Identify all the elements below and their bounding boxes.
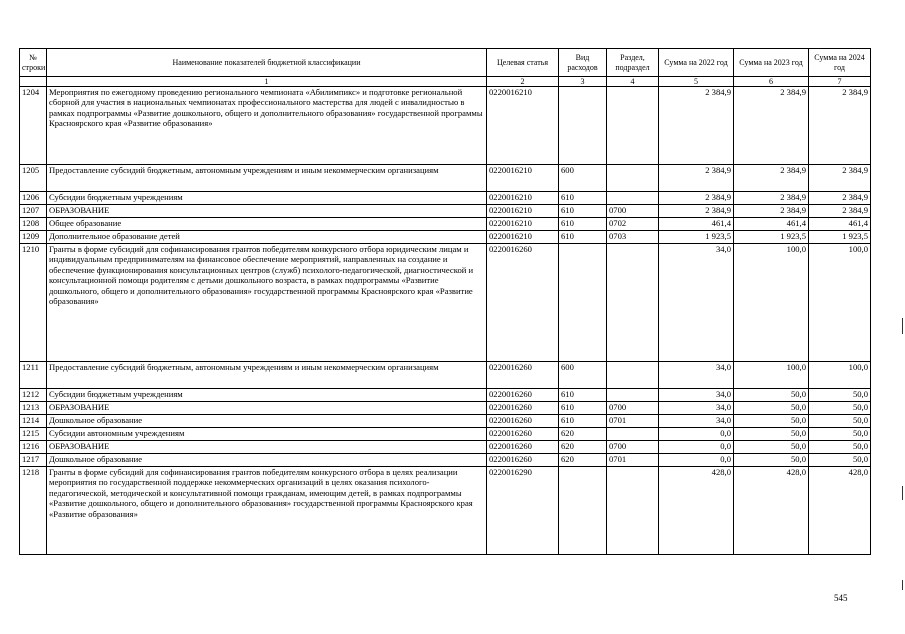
table-row	[20, 231, 871, 244]
sum-2024-cell: 50,0	[809, 441, 871, 454]
row-number-cell: 1215	[20, 428, 47, 441]
row-number-cell: 1213	[20, 402, 47, 415]
row-number-cell: 1216	[20, 441, 47, 454]
expense-type-cell: 610	[559, 192, 607, 205]
section-cell	[607, 87, 659, 165]
section-cell: 0703	[607, 231, 659, 244]
sum-2022-cell: 2 384,9	[659, 87, 734, 165]
sum-2022-cell: 34,0	[659, 402, 734, 415]
target-article-cell: 0220016260	[487, 244, 559, 362]
column-number-row	[20, 77, 871, 87]
indicator-name-cell: Дополнительное образование детей	[47, 231, 487, 244]
sum-2024-cell: 1 923,5	[809, 231, 871, 244]
header-target-article: Целевая статья	[487, 49, 559, 77]
section-cell: 0700	[607, 205, 659, 218]
table-row	[20, 402, 871, 415]
indicator-name-cell: Предоставление субсидий бюджетным, автономным учреждениям и иным некоммерческим организациям	[47, 165, 487, 192]
sum-2024-cell: 100,0	[809, 362, 871, 389]
column-number: 2	[487, 77, 559, 87]
column-number: 7	[809, 77, 871, 87]
section-cell	[607, 467, 659, 555]
sum-2023-cell: 2 384,9	[734, 192, 809, 205]
expense-type-cell	[559, 467, 607, 555]
header-sum-2022: Сумма на 2022 год	[659, 49, 734, 77]
budget-table	[19, 48, 871, 555]
section-cell	[607, 244, 659, 362]
target-article-cell: 0220016210	[487, 165, 559, 192]
sum-2024-cell: 428,0	[809, 467, 871, 555]
sum-2024-cell: 100,0	[809, 244, 871, 362]
sum-2023-cell: 50,0	[734, 428, 809, 441]
indicator-name-cell: Предоставление субсидий бюджетным, автономным учреждениям и иным некоммерческим организациям	[47, 362, 487, 389]
expense-type-cell: 610	[559, 231, 607, 244]
column-number: 3	[559, 77, 607, 87]
table-body	[20, 87, 871, 555]
table-row	[20, 362, 871, 389]
table-row	[20, 192, 871, 205]
table-row	[20, 205, 871, 218]
sum-2024-cell: 50,0	[809, 415, 871, 428]
sum-2024-cell: 2 384,9	[809, 87, 871, 165]
row-number-cell: 1205	[20, 165, 47, 192]
indicator-name-cell: Субсидии бюджетным учреждениям	[47, 389, 487, 402]
target-article-cell: 0220016210	[487, 205, 559, 218]
indicator-name-cell: ОБРАЗОВАНИЕ	[47, 205, 487, 218]
section-cell: 0700	[607, 402, 659, 415]
table-row	[20, 428, 871, 441]
column-number: 4	[607, 77, 659, 87]
sum-2022-cell: 0,0	[659, 441, 734, 454]
row-number-cell: 1218	[20, 467, 47, 555]
header-expense-type: Вид расходов	[559, 49, 607, 77]
column-number	[20, 77, 47, 87]
sum-2022-cell: 2 384,9	[659, 205, 734, 218]
sum-2023-cell: 1 923,5	[734, 231, 809, 244]
expense-type-cell: 600	[559, 165, 607, 192]
expense-type-cell: 600	[559, 362, 607, 389]
table-row	[20, 165, 871, 192]
row-number-cell: 1217	[20, 454, 47, 467]
indicator-name-cell: ОБРАЗОВАНИЕ	[47, 402, 487, 415]
table-row	[20, 389, 871, 402]
column-number: 6	[734, 77, 809, 87]
indicator-name-cell: Субсидии автономным учреждениям	[47, 428, 487, 441]
header-row-number: № строки	[20, 49, 47, 77]
expense-type-cell: 610	[559, 389, 607, 402]
page-number: 545	[834, 593, 848, 603]
table-row	[20, 441, 871, 454]
sum-2024-cell: 461,4	[809, 218, 871, 231]
sum-2023-cell: 50,0	[734, 389, 809, 402]
row-number-cell: 1207	[20, 205, 47, 218]
indicator-name-cell: Гранты в форме субсидий для софинансирования грантов победителям конкурсного отбора юридическим лицам и индивидуальным предпринимателям на финансовое обеспечение мероприятий, направленных на создание и обеспечение функционирования консультационных центров (служб) психолого-педагогической, диагностической и консультационной помощи родителям с детьми дошкольного возраста, в рамках подпрограммы «Развитие дошкольного, общего и дополнительного образования» государственной программы Красноярского края «Развитие образования»	[47, 244, 487, 362]
sum-2023-cell: 50,0	[734, 454, 809, 467]
sum-2022-cell: 34,0	[659, 244, 734, 362]
row-number-cell: 1211	[20, 362, 47, 389]
header-section: Раздел, подраздел	[607, 49, 659, 77]
sum-2024-cell: 2 384,9	[809, 205, 871, 218]
header-indicator-name: Наименование показателей бюджетной классификации	[47, 49, 487, 77]
table-row	[20, 467, 871, 555]
target-article-cell: 0220016260	[487, 402, 559, 415]
indicator-name-cell: ОБРАЗОВАНИЕ	[47, 441, 487, 454]
expense-type-cell: 620	[559, 454, 607, 467]
sum-2022-cell: 34,0	[659, 389, 734, 402]
row-number-cell: 1206	[20, 192, 47, 205]
target-article-cell: 0220016260	[487, 441, 559, 454]
section-cell	[607, 192, 659, 205]
indicator-name-cell: Общее образование	[47, 218, 487, 231]
row-number-cell: 1210	[20, 244, 47, 362]
table-row	[20, 218, 871, 231]
sum-2024-cell: 2 384,9	[809, 165, 871, 192]
section-cell: 0701	[607, 454, 659, 467]
expense-type-cell: 610	[559, 205, 607, 218]
scan-edge-mark	[902, 486, 903, 500]
row-number-cell: 1208	[20, 218, 47, 231]
target-article-cell: 0220016260	[487, 362, 559, 389]
section-cell: 0702	[607, 218, 659, 231]
table-row	[20, 415, 871, 428]
target-article-cell: 0220016210	[487, 231, 559, 244]
sum-2023-cell: 50,0	[734, 441, 809, 454]
section-cell	[607, 165, 659, 192]
sum-2022-cell: 2 384,9	[659, 192, 734, 205]
table-row	[20, 87, 871, 165]
sum-2024-cell: 50,0	[809, 389, 871, 402]
sum-2024-cell: 50,0	[809, 454, 871, 467]
sum-2022-cell: 1 923,5	[659, 231, 734, 244]
sum-2024-cell: 2 384,9	[809, 192, 871, 205]
target-article-cell: 0220016210	[487, 218, 559, 231]
target-article-cell: 0220016210	[487, 192, 559, 205]
section-cell: 0700	[607, 441, 659, 454]
expense-type-cell: 610	[559, 218, 607, 231]
sum-2022-cell: 34,0	[659, 415, 734, 428]
sum-2022-cell: 0,0	[659, 454, 734, 467]
sum-2023-cell: 100,0	[734, 362, 809, 389]
scan-edge-mark	[902, 580, 903, 590]
indicator-name-cell: Дошкольное образование	[47, 415, 487, 428]
expense-type-cell: 610	[559, 415, 607, 428]
sum-2024-cell: 50,0	[809, 428, 871, 441]
header-sum-2023: Сумма на 2023 год	[734, 49, 809, 77]
column-number: 5	[659, 77, 734, 87]
sum-2023-cell: 461,4	[734, 218, 809, 231]
section-cell	[607, 428, 659, 441]
indicator-name-cell: Дошкольное образование	[47, 454, 487, 467]
header-sum-2024: Сумма на 2024 год	[809, 49, 871, 77]
expense-type-cell	[559, 244, 607, 362]
sum-2023-cell: 50,0	[734, 402, 809, 415]
sum-2023-cell: 50,0	[734, 415, 809, 428]
section-cell	[607, 389, 659, 402]
target-article-cell: 0220016210	[487, 87, 559, 165]
sum-2023-cell: 428,0	[734, 467, 809, 555]
row-number-cell: 1209	[20, 231, 47, 244]
sum-2023-cell: 2 384,9	[734, 205, 809, 218]
target-article-cell: 0220016260	[487, 389, 559, 402]
target-article-cell: 0220016260	[487, 428, 559, 441]
scan-edge-mark	[902, 318, 903, 334]
sum-2022-cell: 34,0	[659, 362, 734, 389]
indicator-name-cell: Гранты в форме субсидий для софинансирования грантов победителям конкурсного отбора в целях реализации мероприятия по государственной поддержке некоммерческих организаций в целях оказания психолого-педагогической, методической и консультативной помощи гражданам, имеющим детей, в рамках подпрограммы «Развитие дошкольного, общего и дополнительного образования» государственной программы Красноярского края «Развитие образования»	[47, 467, 487, 555]
row-number-cell: 1212	[20, 389, 47, 402]
column-number: 1	[47, 77, 487, 87]
sum-2023-cell: 2 384,9	[734, 87, 809, 165]
target-article-cell: 0220016260	[487, 415, 559, 428]
indicator-name-cell: Мероприятия по ежегодному проведению регионального чемпионата «Абилимпикс» и подготовке региональной сборной для участия в национальных чемпионатах профессионального мастерства для людей с инвалидностью в рамках подпрограммы «Развитие дошкольного, общего и дополнительного образования» государственной программы Красноярского края «Развитие образования»	[47, 87, 487, 165]
row-number-cell: 1214	[20, 415, 47, 428]
sum-2023-cell: 100,0	[734, 244, 809, 362]
sum-2022-cell: 461,4	[659, 218, 734, 231]
row-number-cell: 1204	[20, 87, 47, 165]
table-row	[20, 454, 871, 467]
sum-2024-cell: 50,0	[809, 402, 871, 415]
expense-type-cell	[559, 87, 607, 165]
sum-2023-cell: 2 384,9	[734, 165, 809, 192]
section-cell: 0701	[607, 415, 659, 428]
target-article-cell: 0220016260	[487, 454, 559, 467]
target-article-cell: 0220016290	[487, 467, 559, 555]
section-cell	[607, 362, 659, 389]
expense-type-cell: 610	[559, 402, 607, 415]
sum-2022-cell: 428,0	[659, 467, 734, 555]
sum-2022-cell: 0,0	[659, 428, 734, 441]
sum-2022-cell: 2 384,9	[659, 165, 734, 192]
table-row	[20, 244, 871, 362]
expense-type-cell: 620	[559, 428, 607, 441]
expense-type-cell: 620	[559, 441, 607, 454]
indicator-name-cell: Субсидии бюджетным учреждениям	[47, 192, 487, 205]
header-row	[20, 49, 871, 77]
